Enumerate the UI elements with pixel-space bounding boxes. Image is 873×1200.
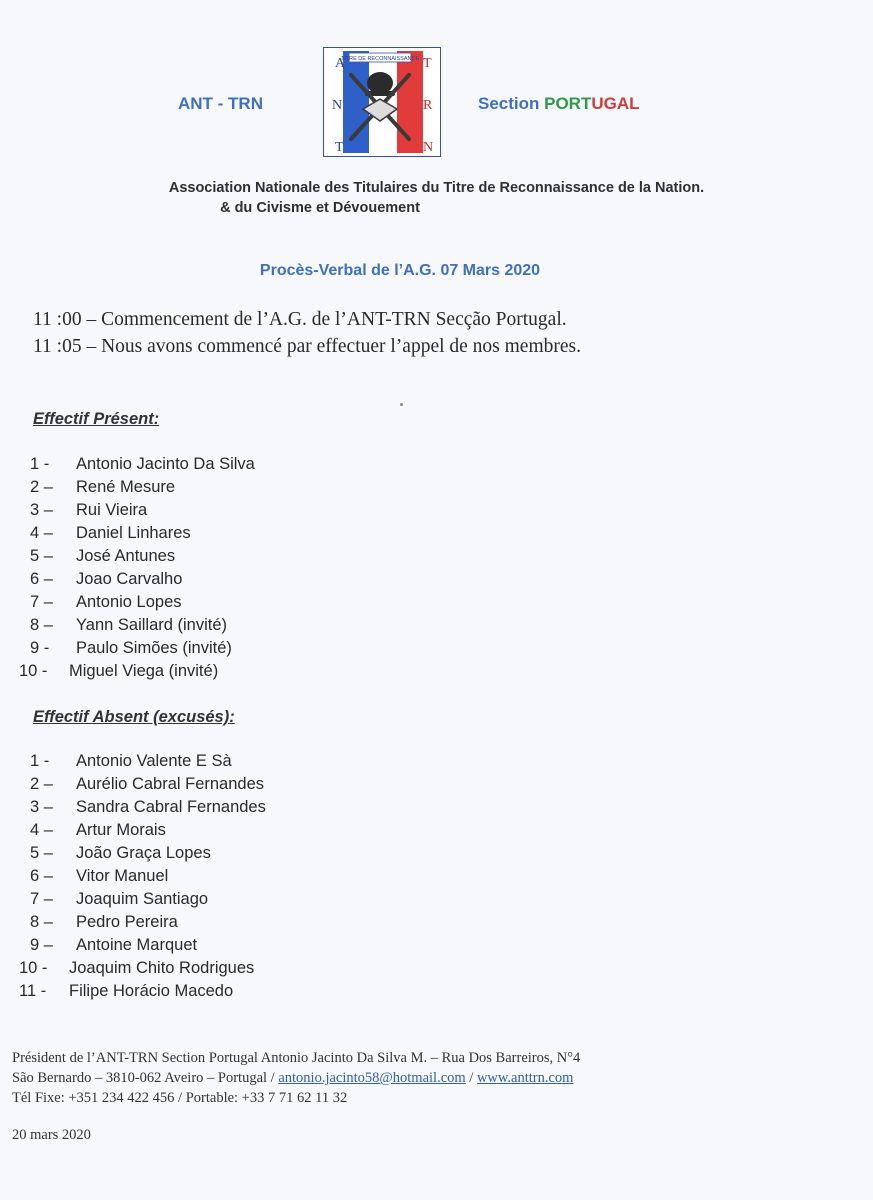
logo-letter-n: N: [332, 98, 343, 113]
list-item-name: Joaquim Chito Rodrigues: [69, 959, 255, 977]
page-title: Procès-Verbal de l’A.G. 07 Mars 2020: [259, 262, 541, 279]
list-item-name: Filipe Horácio Macedo: [69, 982, 234, 1000]
list-item-name: Daniel Linhares: [76, 524, 191, 542]
list-item-name: Artur Morais: [76, 821, 166, 839]
logo-letter-t: T: [423, 56, 432, 71]
list-item-name: Antonio Valente E Sà: [76, 752, 232, 770]
list-item-name: João Graça Lopes: [76, 844, 211, 862]
logo-letter-t2: T: [335, 140, 344, 155]
absent-heading: Effectif Absent (excusés):: [33, 708, 235, 726]
list-item-name: Rui Vieira: [76, 501, 148, 519]
list-item-name: Yann Saillard (invité): [76, 616, 228, 634]
footer-address: São Bernardo – 3810-062 Aveiro – Portugal /: [12, 1070, 279, 1086]
logo-letter-n2: N: [423, 140, 434, 155]
list-item-number: 8 –: [30, 913, 53, 931]
list-item-number: 9 -: [30, 639, 50, 657]
list-item-name: René Mesure: [76, 478, 176, 496]
list-item-number: 4 –: [30, 821, 53, 839]
header-right-title: [478, 94, 640, 114]
association-name-line1: Association Nationale des Titulaires du Titre de Reconnaissance de la Nation.: [168, 180, 705, 196]
ant-trn-logo: [323, 47, 441, 157]
email-link[interactable]: antonio.jacinto58@hotmail.com: [278, 1070, 466, 1086]
list-item-name: Miguel Viega (invité): [69, 662, 219, 680]
list-item-number: 1 -: [30, 752, 50, 770]
logo-letter-a: A: [335, 56, 346, 71]
present-heading: Effectif Présent:: [33, 410, 160, 428]
list-item-name: Aurélio Cabral Fernandes: [76, 775, 265, 793]
footer-line-3: Tél Fixe: +351 234 422 456 / Portable: +33 7 71 62 11 32: [12, 1090, 348, 1106]
list-item-number: 7 –: [30, 593, 53, 611]
list-item-number: 1 -: [30, 455, 50, 473]
list-item-number: 4 –: [30, 524, 53, 542]
list-item-name: Antoine Marquet: [76, 936, 198, 954]
footer-separator: /: [465, 1070, 477, 1086]
section-label: Section: [478, 94, 545, 113]
list-item-name: Sandra Cabral Fernandes: [76, 798, 266, 816]
list-item-number: 5 –: [30, 547, 53, 565]
list-item-number: 5 –: [30, 844, 53, 862]
association-name-line2: & du Civisme et Dévouement: [220, 200, 420, 216]
website-link[interactable]: www.anttrn.com: [476, 1070, 574, 1086]
list-item-number: 2 –: [30, 775, 53, 793]
list-item-name: José Antunes: [76, 547, 176, 565]
logo-banner: TITRE DE RECONNAISSANCE: [340, 56, 420, 62]
list-item-name: Antonio Jacinto Da Silva: [76, 455, 255, 473]
list-item-number: 7 –: [30, 890, 53, 908]
section-portugal-green: PORT: [544, 94, 592, 113]
intro-line-1: 11 :00 – Commencement de l’A.G. de l’ANT-TRN Secção Portugal.: [33, 309, 567, 330]
footer-line-2: [12, 1070, 573, 1087]
list-item-name: Antonio Lopes: [76, 593, 182, 611]
list-item-name: Paulo Simões (invité): [76, 639, 232, 657]
header-left-title: ANT - TRN: [178, 94, 263, 113]
list-item-number: 10 -: [19, 959, 48, 977]
list-item-number: 6 –: [30, 570, 53, 588]
list-item-name: Joaquim Santiago: [76, 890, 209, 908]
list-item-name: Joao Carvalho: [76, 570, 183, 588]
list-item-name: Vitor Manuel: [76, 867, 169, 885]
list-item-number: 9 –: [30, 936, 53, 954]
list-item-name: Pedro Pereira: [76, 913, 178, 931]
list-item-number: 6 –: [30, 867, 53, 885]
section-portugal-red: UGAL: [591, 94, 640, 113]
list-item-number: 2 –: [30, 478, 53, 496]
logo-letter-r: R: [423, 98, 433, 113]
scan-speck: [400, 403, 403, 406]
intro-line-2: 11 :05 – Nous avons commencé par effectuer l’appel de nos membres.: [33, 336, 581, 357]
list-item-number: 3 –: [30, 501, 53, 519]
footer-line-1: Président de l’ANT-TRN Section Portugal Antonio Jacinto Da Silva M. – Rua Dos Barreiros, N°4: [12, 1050, 581, 1066]
footer-date: 20 mars 2020: [12, 1127, 91, 1143]
list-item-number: 10 -: [19, 662, 48, 680]
list-item-number: 3 –: [30, 798, 53, 816]
list-item-number: 8 –: [30, 616, 53, 634]
list-item-number: 11 -: [19, 982, 47, 1000]
